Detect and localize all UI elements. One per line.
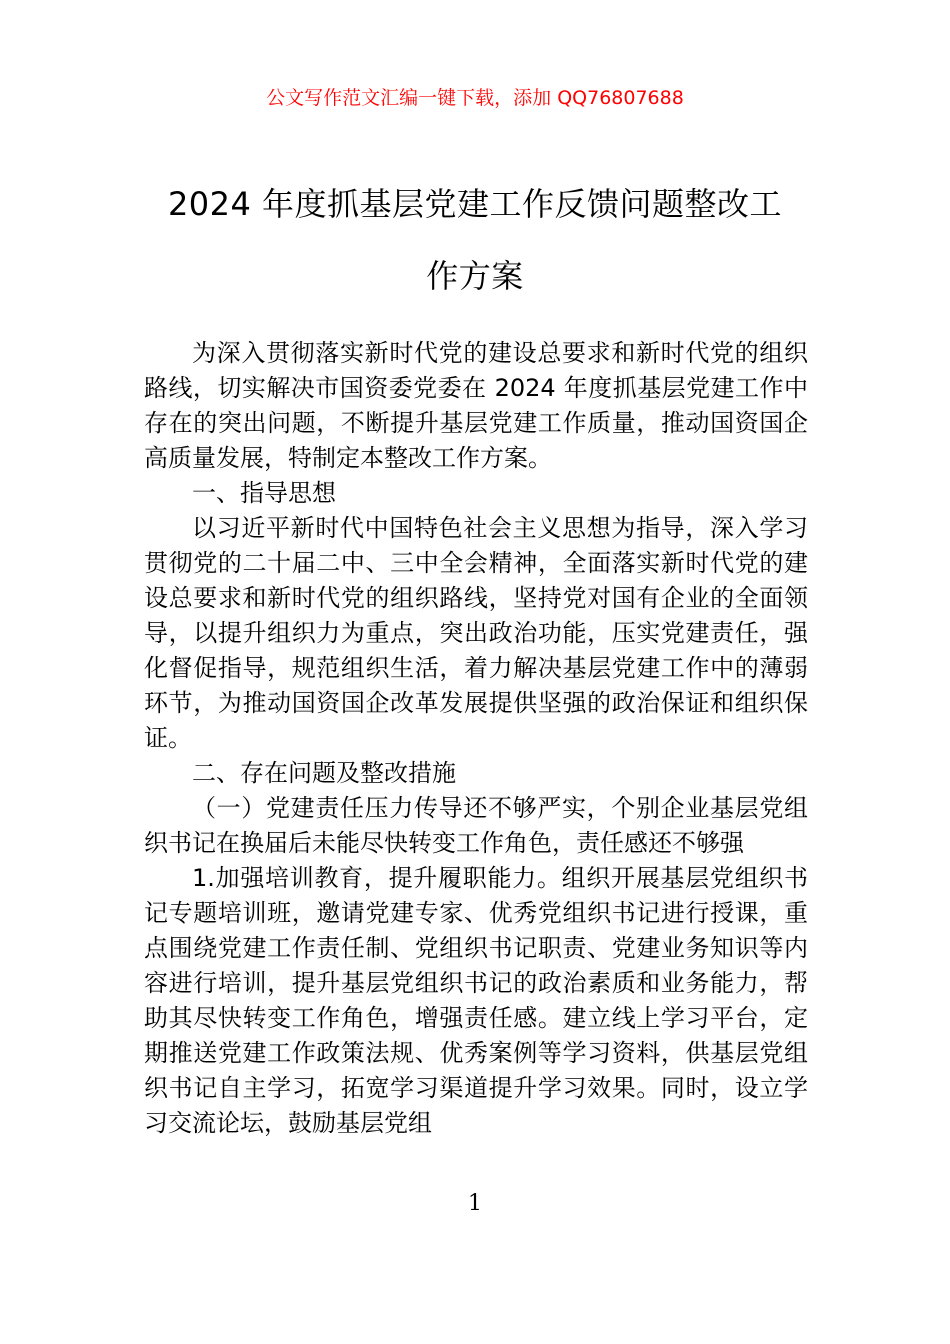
subsection-heading-1: （一）党建责任压力传导还不够严实，个别企业基层党组织书记在换届后未能尽快转变工作角色，责任感还不够强: [144, 794, 808, 857]
section-heading-problems-and-measures: 二、存在问题及整改措施: [192, 759, 456, 787]
paragraph-measure-1: 1.加强培训教育，提升履职能力。组织开展基层党组织书记专题培训班，邀请党建专家、优秀党组织书记进行授课，重点围绕党建工作责任制、党组织书记职责、党建业务知识等内容进行培训，提升基层党组织书记的政治素质和业务能力，帮助其尽快转变工作角色，增强责任感。建立线上学习平台，定期推送党建工作政策法规、优秀案例等学习资料，供基层党组织书记自主学习，拓宽学习渠道提升学习效果。同时，设立学习交流论坛，鼓励基层党组: [144, 864, 808, 1137]
section-heading-guiding-ideology: 一、指导思想: [192, 479, 336, 507]
document-title: [130, 168, 820, 312]
title-line-2: 作方案: [426, 257, 524, 295]
page-number: 1: [468, 1191, 482, 1216]
document-body: [144, 336, 808, 1141]
title-line-1: 2024 年度抓基层党建工作反馈问题整改工: [167, 185, 783, 223]
paragraph-intro: 为深入贯彻落实新时代党的建设总要求和新时代党的组织路线，切实解决市国资委党委在 2024 年度抓基层党建工作中存在的突出问题，不断提升基层党建工作质量，推动国资国企高质量发展，特制定本整改工作方案。: [144, 339, 808, 472]
header-note: 公文写作范文汇编一键下载，添加 QQ76807688: [266, 87, 684, 109]
paragraph-guiding-ideology: 以习近平新时代中国特色社会主义思想为指导，深入学习贯彻党的二十届二中、三中全会精神，全面落实新时代党的建设总要求和新时代党的组织路线，坚持党对国有企业的全面领导，以提升组织力为重点，突出政治功能，压实党建责任，强化督促指导，规范组织生活，着力解决基层党建工作中的薄弱环节，为推动国资国企改革发展提供坚强的政治保证和组织保证。: [144, 514, 808, 752]
